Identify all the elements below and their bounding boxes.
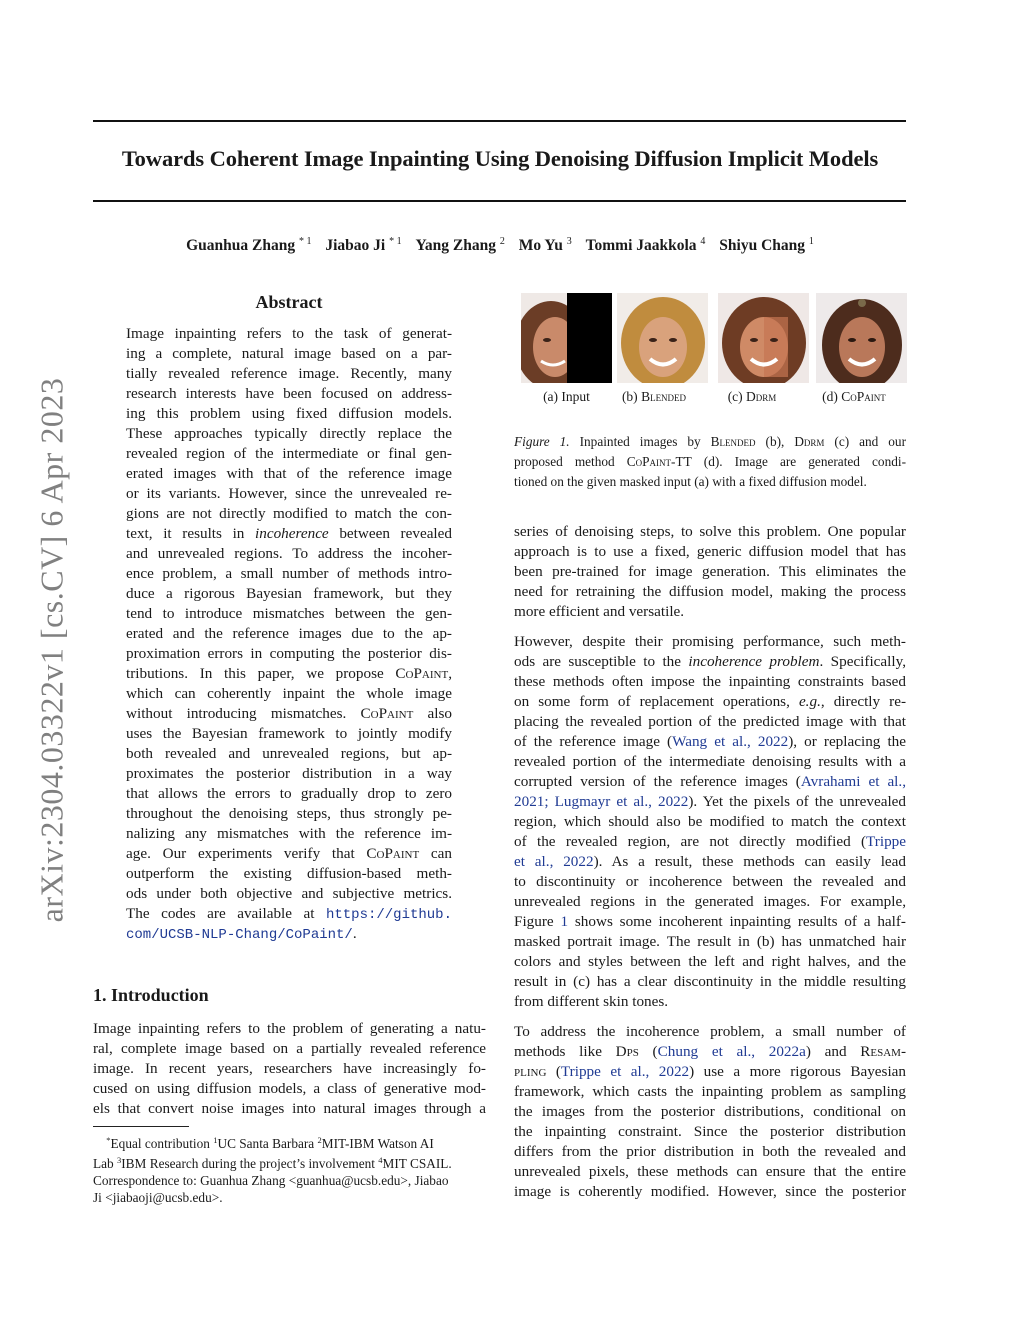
copaint-result-image (816, 293, 907, 383)
footnote-rule (93, 1126, 189, 1127)
figure-ref-link[interactable]: 1 (560, 913, 569, 930)
citation-link[interactable]: 2021; Lugmayr et al., 2022 (514, 793, 689, 810)
subcaption-c: (c) Ddrm (727, 389, 777, 404)
abstract-heading: Abstract (255, 292, 323, 312)
citation-link[interactable]: et al., 2022 (514, 853, 594, 870)
author: Guanhua Zhang $^{* 1}$ (186, 236, 312, 254)
right-para-1: series of denoising steps, to solve this problem. One popular approach is to use a fixed, generic diffusion model that has been pre-trained for image generation. This eliminates the need for retraining the diffusion model, making the process more efficient and versatile. (514, 523, 906, 620)
paper-title: Towards Coherent Image Inpainting Using Denoising Diffusion Implicit Models (121, 146, 879, 171)
title-bottom-rule (93, 200, 906, 202)
intro-heading: 1. Introduction (93, 985, 209, 1005)
footnote: *Equal contribution $^1$UC Santa Barbara $^2$MIT-IBM Watson AI Lab $^3$IBM Research during the project’s involvement $^4$MIT CSAIL. Correspondence to: Guanhua Zhang <guanhua@ucsb.edu>, Jiabao Ji <jiabaoji@ucsb.edu>. (93, 1135, 452, 1205)
title-top-rule (93, 120, 906, 122)
citation-link[interactable]: Avrahami et al., (800, 773, 906, 790)
author: Jiabao Ji $^{* 1}$ (325, 236, 402, 254)
right-para-2: However, despite their promising performance, such meth- ods are susceptible to the incoherence problem. Specifically, these methods often impose the inpainting constraints based on some form of replacement operations, e.g., directly re- placing the revealed portion of the predicted image with that of the reference image (Wang et al., 2022), or replacing the revealed portion of the intermediate denoising results with a corrupted version of the reference images (Avrahami et al., 2021; Lugmayr et al., 2022). Yet the pixels of the unrevealed region, which should also be modified to match the context of the revealed region, are not directly modified (Trippe et al., 2022). As a result, these methods can easily lead to discontinuity or incoherence between the revealed and unrevealed regions in the generated images. For example, Figure 1 shows some incoherent inpainting results of a half- masked portrait image. The result in (b) has unmatched hair colors and styles between the left and right halves, and the result in (c) has a clear discontinuity in the middle resulting from different skin tones. (514, 633, 907, 1010)
citation-link[interactable]: Chung et al., 2022a (657, 1043, 806, 1060)
arxiv-id: arXiv:2304.03322v1 [cs.CV] 6 Apr 2023 (33, 377, 70, 923)
intro-body: Image inpainting refers to the problem of generating a natu- ral, complete image based on a partially revealed reference image. In recent years, researchers have increasingly fo- cused on using diffusion models, a class of generative mod- els that convert noise images into natural images through a (93, 1020, 486, 1117)
subcaption-b: (b) Blended (621, 389, 687, 404)
code-url-link[interactable]: https://github. (325, 907, 452, 923)
right-para-3: To address the incoherence problem, a small number of methods like Dps (Chung et al., 2022a) and Resam- pling (Trippe et al., 2022) use a more rigorous Bayesian framework, which casts the inpainting problem as sampling the images from the posterior distributions, conditional on the inpainting constraint. Since the posterior distribution differs from the prior distribution in both the revealed and unrevealed pixels, these methods can ensure that the entire image is coherently modified. However, since the posterior (514, 1023, 907, 1200)
ddrm-result-image (718, 293, 809, 383)
citation-link[interactable]: Trippe et al., 2022 (560, 1063, 690, 1080)
author: Mo Yu $^3$ (518, 236, 572, 254)
figure-1-caption: Figure 1. Inpainted images by Blended (b), Ddrm (c) and our proposed method CoPaint-TT (d). Image are generated condi- tioned on the given masked input (a) with a fixed diffusion model. (514, 434, 906, 489)
code-url-link-cont[interactable]: com/UCSB-NLP-Chang/CoPaint/ (126, 927, 353, 943)
subcaption-a: (a) Input (543, 389, 590, 404)
author-list (60, 236, 940, 255)
author: Shiyu Chang $^1$ (719, 236, 814, 254)
blended-result-image (617, 293, 708, 383)
author: Tommi Jaakkola $^4$ (585, 236, 706, 254)
input-masked-face-image (521, 293, 612, 383)
citation-link[interactable]: Wang et al., 2022 (672, 733, 789, 750)
abstract-body: Image inpainting refers to the task of generat- ing a complete, natural image based on a par- tially revealed reference image. Recently, many research interests have been focused on address- ing this problem using fixed diffusion models. These approaches typically directly replace the revealed region of the intermediate or final gen- erated images with that of the reference image or its variants. However, since the unrevealed re- gions are not directly modified to match the con- text, it results in incoherence between revealed and unrevealed regions. To address the incoher- ence problem, a small number of methods intro- duce a rigorous Bayesian framework, but they tend to introduce mismatches between the gen- erated and the reference images due to the ap- proximation errors in computing the posterior dis- tributions. In this paper, we propose CoPaint, which can coherently inpaint the whole image without introducing mismatches. CoPaint also uses the Bayesian framework to jointly modify both revealed and unrevealed regions, but ap- proximates the posterior distribution in a way that allows the errors to gradually drop to zero throughout the denoising steps, thus strongly pe- nalizing any mismatches with the reference im- age. Our experiments verify that CoPaint can outperform the existing diffusion-based meth- ods under both objective and subjective metrics. The codes are available at https://github. com/UCSB-NLP-Chang/CoPaint/. (126, 325, 452, 943)
author: Yang Zhang $^2$ (415, 236, 505, 254)
subcaption-d: (d) CoPaint (822, 389, 886, 404)
citation-link[interactable]: Trippe (866, 833, 906, 850)
